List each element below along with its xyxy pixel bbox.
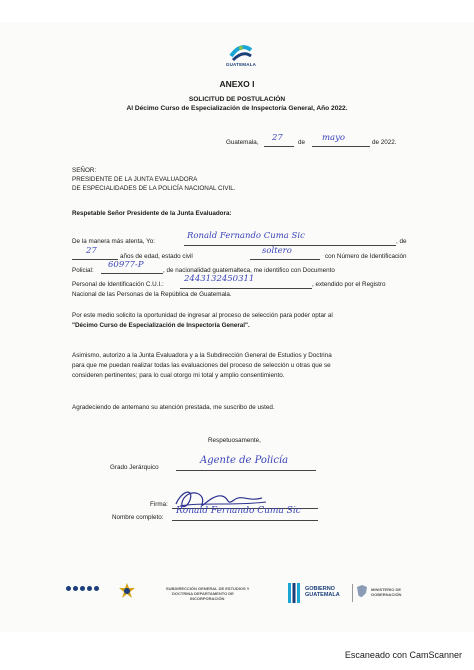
date-place: Guatemala,	[226, 139, 259, 146]
body-text: De la manera más atenta, Yo:	[72, 238, 155, 245]
month-underline	[312, 146, 370, 147]
footer	[0, 578, 474, 614]
footer-gov-1: GOBIERNO	[305, 586, 335, 592]
facebook-icon	[66, 586, 71, 591]
civil-status: soltero	[262, 246, 292, 256]
body-text: , de	[396, 238, 407, 245]
body-text: Por este medio solicito la oportunidad de ingresar al proceso de selección para poder optar al	[72, 312, 333, 319]
fullname-underline	[172, 520, 318, 521]
logo-text: GUATEMALA	[225, 62, 257, 67]
cui-underline	[180, 288, 312, 289]
web-icon	[94, 586, 99, 591]
footer-min-2: GOBERNACIÓN	[371, 592, 402, 597]
body-text: Policial:	[72, 267, 94, 274]
footer-divider	[352, 584, 353, 602]
course-name: "Décimo Curso de Especialización de Inspectoría General".	[72, 322, 250, 329]
signature-label: Firma:	[150, 501, 168, 508]
day-underline	[264, 146, 294, 147]
body-text: Agradeciendo de antemano su atención prestada, me suscribo de usted.	[72, 404, 275, 411]
grade-value: Agente de Policía	[200, 455, 289, 466]
body-text: con Número de Identificación	[325, 253, 407, 260]
grade-label: Grado Jerárquico	[110, 464, 159, 471]
date-day: 27	[272, 133, 283, 143]
body-text: , extendido por el Registro	[312, 281, 386, 288]
footer-sub-2: DOCTRINA DEPARTAMENTO DE	[172, 591, 234, 596]
youtube-icon	[87, 586, 92, 591]
footer-min-1: MINISTERIO DE	[371, 587, 402, 592]
police-id: 60977-P	[108, 260, 144, 270]
applicant-name: Ronald Fernando Cuma Sic	[187, 231, 305, 241]
recipient-line-1: SEÑOR:	[72, 167, 97, 174]
doc-title: SOLICITUD DE POSTULACIÓN	[188, 96, 286, 103]
body-text: Nacional de las Personas de la República de Guatemala.	[72, 291, 232, 298]
body-text: para que me puedan realizar todas las evaluaciones del proceso de selección u otras que se	[72, 362, 331, 369]
body-text: Asimismo, autorizo a la Junta Evaluadora y a la Subdirección General de Estudios y Doctrina	[72, 352, 332, 359]
fullname-label: Nombre completo:	[112, 514, 164, 521]
annex-title: ANEXO I	[219, 79, 255, 89]
doc-subtitle: Al Décimo Curso de Especialización de Inspectoría General, Año 2022.	[126, 105, 348, 112]
date-de: de	[298, 139, 306, 146]
police-badge-icon	[118, 582, 136, 600]
social-icons	[66, 586, 99, 591]
greeting: Respetable Señor Presidente de la Junta Evaluadora:	[72, 210, 232, 217]
regards: Respetuosamente,	[208, 437, 261, 444]
footer-sub-3: INCORPORACIÓN	[190, 596, 225, 601]
body-text: consideren pertinentes; para lo cual otorgo mi total y amplio consentimiento.	[72, 372, 285, 379]
instagram-icon	[80, 586, 85, 591]
body-text: años de edad, estado civil	[120, 253, 193, 260]
id-underline	[101, 273, 163, 274]
age-value: 27	[86, 246, 97, 256]
body-text: Personal de Identificación C.U.I.:	[72, 281, 164, 288]
cui-number: 2443132450311	[184, 274, 255, 284]
government-logo-icon	[287, 581, 301, 605]
civil-underline	[250, 259, 320, 260]
grade-underline	[176, 470, 316, 471]
footer-gov-2: GUATEMALA	[305, 592, 340, 598]
date-month: mayo	[322, 133, 346, 143]
recipient-line-2: PRESIDENTE DE LA JUNTA EVALUADORA	[72, 176, 198, 183]
fullname-value: Ronald Fernando Cuma Sic	[176, 506, 301, 516]
twitter-icon	[73, 586, 78, 591]
camscanner-watermark: Escaneado con CamScanner	[344, 650, 462, 660]
recipient-line-3: DE ESPECIALIDADES DE LA POLICÍA NACIONAL CIVIL.	[72, 185, 236, 192]
body-text: , de nacionalidad guatemalteca, me identifico con Documento	[163, 267, 335, 274]
footer-sub-1: SUBDIRECCIÓN GENERAL DE ESTUDIOS Y	[166, 586, 250, 591]
ministry-shield-icon	[356, 584, 368, 598]
date-year: de 2022.	[372, 139, 397, 146]
